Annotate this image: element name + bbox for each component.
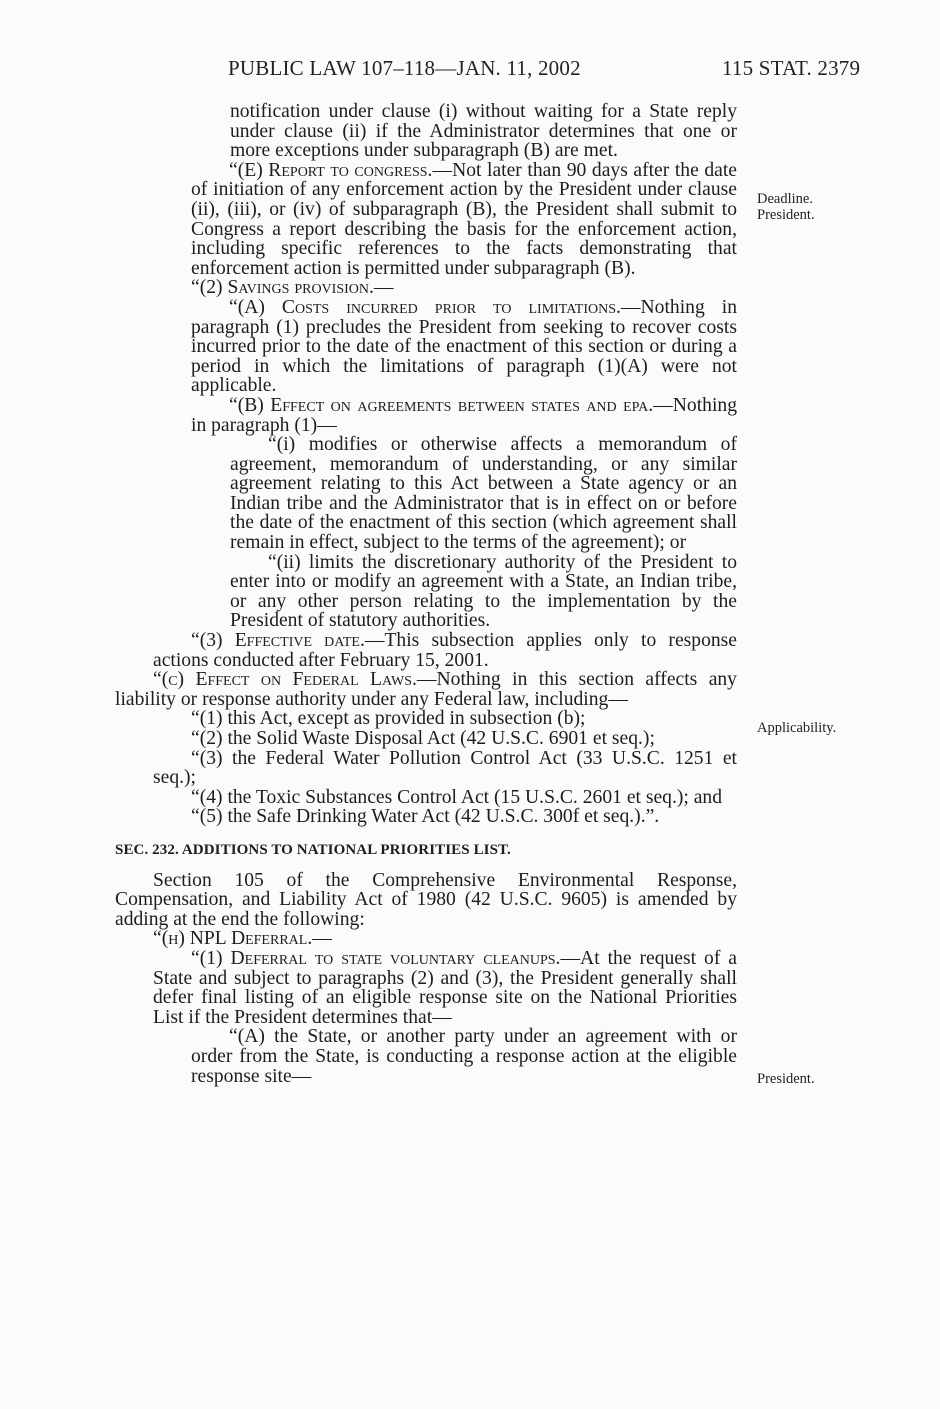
paragraph-text: —At the request of a State and subject to paragraphs (2) and (3), the President generally shall defer final listing of an eligible response site on the National Priorities List if the President determines that— — [153, 947, 738, 1028]
paragraph: “(i) modifies or otherwise affects a memorandum of agreement, memorandum of understanding, or any similar agreement relating to this Act between a State agency or an Indian tribe and the Administrator that is in effect on or before the date of the enactment of this section (which agreement shall remain in effect, subject to the terms of the agreement); or — [230, 434, 737, 554]
margin-note-deadline: Deadline. — [757, 191, 813, 207]
subparagraph-heading: “(E) Report to congress. — [229, 159, 433, 181]
paragraph — [115, 298, 737, 396]
subparagraph-heading: “(A) Costs incurred prior to limitations. — [229, 296, 621, 318]
paragraph: “(ii) limits the discretionary authority of the President to enter into or modify an agreement with a State, an Indian tribe, or any other person relating to the implementation by the President of statutory authorities. — [230, 551, 737, 632]
body-text — [115, 102, 737, 1086]
paragraph — [115, 396, 737, 435]
paragraph — [115, 631, 737, 670]
paragraph-text: —This subsection applies only to response actions conducted after February 15, 2001. — [153, 630, 737, 671]
paragraph-heading: “(3) Effective date. — [191, 630, 365, 652]
margin-note-applicability: Applicability. — [757, 720, 837, 736]
paragraph — [115, 949, 737, 1027]
paragraph: “(A) the State, or another party under an agreement with or order from the State, is conducting a response action at the eligible response site— — [191, 1026, 737, 1087]
paragraph — [115, 161, 737, 279]
margin-note-president: President. — [757, 207, 815, 223]
paragraph-text: —Nothing in paragraph (1)— — [191, 394, 737, 436]
paragraph-text: —Nothing in this section affects any liability or response authority under any Federal law, including— — [115, 669, 737, 710]
paragraph: “(1) this Act, except as provided in subsection (b); — [191, 708, 586, 730]
paragraph: “(2) the Solid Waste Disposal Act (42 U.S.C. 6901 et seq.); — [191, 728, 655, 749]
paragraph: notification under clause (i) without waiting for a State reply under clause (ii) if the Administrator determines that one or more exceptions under subparagraph (B) are met. — [230, 101, 737, 162]
paragraph: Section 105 of the Comprehensive Environmental Response, Compensation, and Liability Act of 1980 (42 U.S.C. 9605) is amended by adding at the end the following: — [115, 869, 737, 930]
margin-note-president: President. — [757, 1071, 815, 1087]
paragraph-text: —Nothing in paragraph (1) precludes the President from seeking to recover costs incurred prior to the date of the enactment of this section or during a period in which the limitations of paragraph (1)(A) were not applicable. — [191, 296, 737, 397]
paragraph: “(4) the Toxic Substances Control Act (15 U.S.C. 2601 et seq.); and — [191, 786, 723, 808]
paragraph — [115, 929, 737, 949]
paragraph-heading: “(1) Deferral to state voluntary cleanups. — [191, 947, 561, 969]
paragraph: “(3) the Federal Water Pollution Control Act (33 U.S.C. 1251 et seq.); — [153, 747, 737, 789]
paragraph — [115, 278, 737, 298]
running-header: PUBLIC LAW 107–118—JAN. 11, 2002 — [228, 56, 581, 80]
subsection-heading: “(c) Effect on Federal Laws. — [153, 669, 417, 691]
subparagraph-heading: “(B) Effect on agreements between states and epa. — [229, 394, 654, 416]
page-number: 115 STAT. 2379 — [722, 56, 861, 80]
paragraph-heading: “(2) Savings provision.— — [191, 277, 394, 299]
paragraph-text: —Not later than 90 days after the date of initiation of any enforcement action by the President under clause (ii), (iii), or (iv) of subparagraph (B), the President shall submit to Congress a report describing the basis for the enforcement action, including specific references to the facts demonstrating that enforcement action is permitted under subparagraph (B). — [191, 159, 738, 279]
subsection-heading: “(h) NPL Deferral.— — [153, 928, 332, 950]
paragraph: “(5) the Safe Drinking Water Act (42 U.S.C. 300f et seq.).”. — [191, 806, 660, 828]
section-heading: SEC. 232. ADDITIONS TO NATIONAL PRIORITIES LIST. — [115, 841, 511, 858]
paragraph — [115, 670, 737, 709]
